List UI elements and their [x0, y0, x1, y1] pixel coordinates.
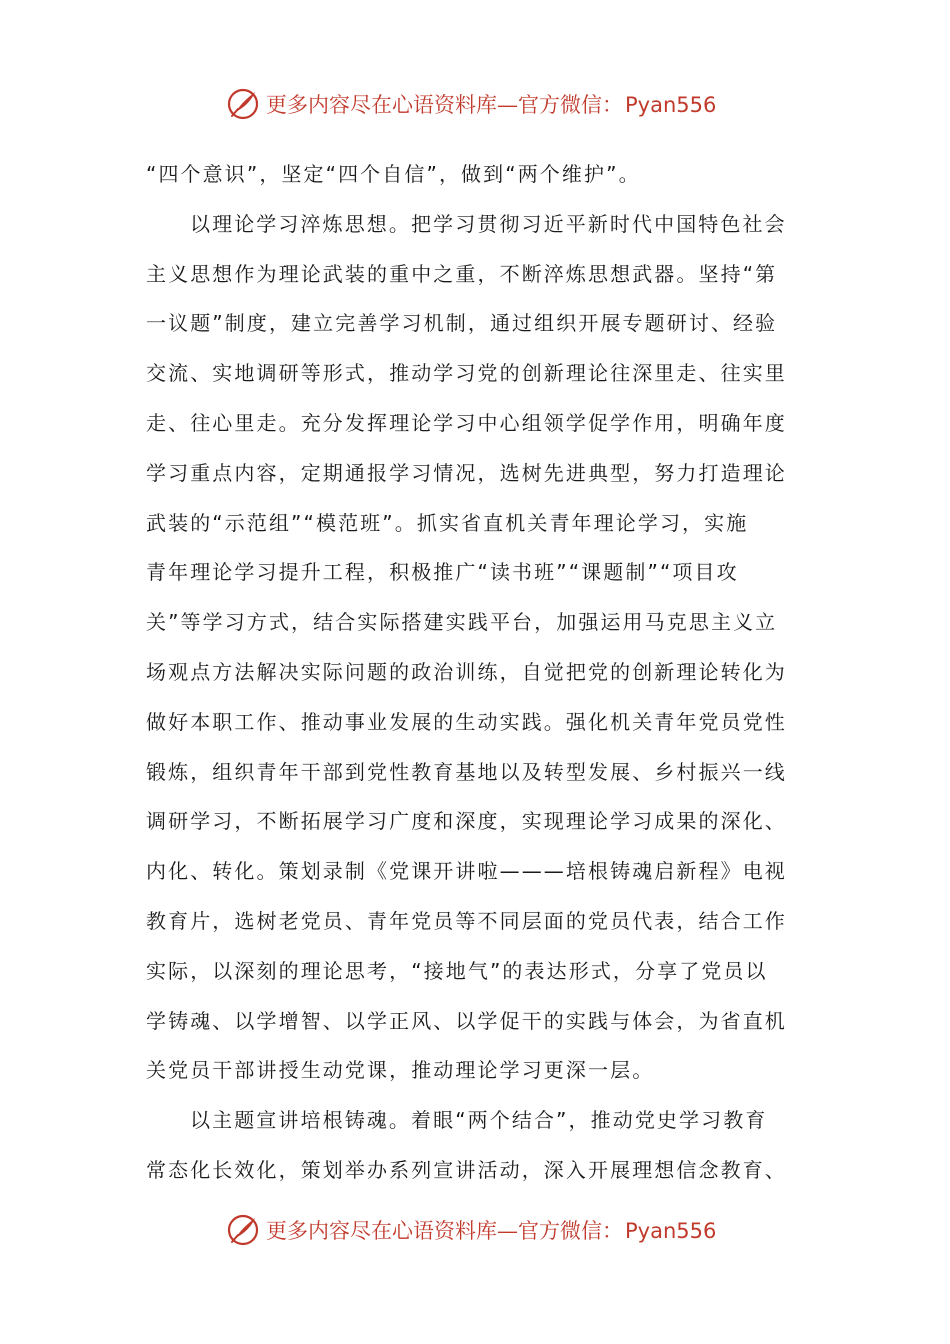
text-line: 一议题”制度，建立完善学习机制，通过组织开展专题研讨、经验: [146, 311, 778, 336]
text-line: 锻炼，组织青年干部到党性教育基地以及转型发展、乡村振兴一线: [146, 759, 787, 784]
text-line: 学习重点内容，定期通报学习情况，选树先进典型，努力打造理论: [146, 460, 787, 485]
paragraph-first-line: 以主题宣讲培根铸魂。着眼“两个结合”，推动党史学习教育: [190, 1108, 768, 1133]
text-line: 学铸魂、以学增智、以学正风、以学促干的实践与体会，为省直机: [146, 1008, 787, 1033]
header-banner: [226, 84, 746, 124]
header-wechat-id: Pyan556: [625, 93, 717, 117]
footer-banner: [226, 1210, 746, 1250]
text-line: 关党员干部讲授生动党课，推动理论学习更深一层。: [146, 1058, 655, 1083]
quill-logo-icon: [226, 1213, 260, 1247]
text-line: 关”等学习方式，结合实际搭建实践平台，加强运用马克思主义立: [146, 610, 778, 635]
text-line: 做好本职工作、推动事业发展的生动实践。强化机关青年党员党性: [146, 709, 787, 734]
footer-banner-text: 更多内容尽在心语资料库—官方微信：Pyan556: [266, 1219, 717, 1243]
footer-wechat-id: Pyan556: [625, 1219, 717, 1243]
document-body: [146, 150, 806, 1196]
text-line: 场观点方法解决实际问题的政治训练，自觉把党的创新理论转化为: [146, 659, 787, 684]
text-line: “四个意识”，坚定“四个自信”，做到“两个维护”。: [146, 162, 641, 186]
paragraph-first-line: 以理论学习淬炼思想。把学习贯彻习近平新时代中国特色社会: [190, 211, 787, 236]
text-line: 实际，以深刻的理论思考，“接地气”的表达形式，分享了党员以: [146, 958, 768, 983]
quill-logo-icon: [226, 87, 260, 121]
text-line: 调研学习，不断拓展学习广度和深度，实现理论学习成果的深化、: [146, 809, 787, 834]
text-line: 主义思想作为理论武装的重中之重，不断淬炼思想武器。坚持“第: [146, 261, 778, 286]
text-line: 武装的“示范组”“模范班”。抓实省直机关青年理论学习，实施: [146, 510, 749, 535]
text-line: 交流、实地调研等形式，推动学习党的创新理论往深里走、往实里: [146, 361, 787, 386]
text-line: 常态化长效化，策划举办系列宣讲活动，深入开展理想信念教育、: [146, 1157, 787, 1182]
text-line: 教育片，选树老党员、青年党员等不同层面的党员代表，结合工作: [146, 908, 787, 933]
text-line: 走、往心里走。充分发挥理论学习中心组领学促学作用，明确年度: [146, 410, 787, 435]
text-line: 内化、转化。策划录制《党课开讲啦———培根铸魂启新程》电视: [146, 859, 787, 884]
header-banner-text: 更多内容尽在心语资料库—官方微信：Pyan556: [266, 93, 717, 117]
text-line: 青年理论学习提升工程，积极推广“读书班”“课题制”“项目攻: [146, 560, 739, 585]
